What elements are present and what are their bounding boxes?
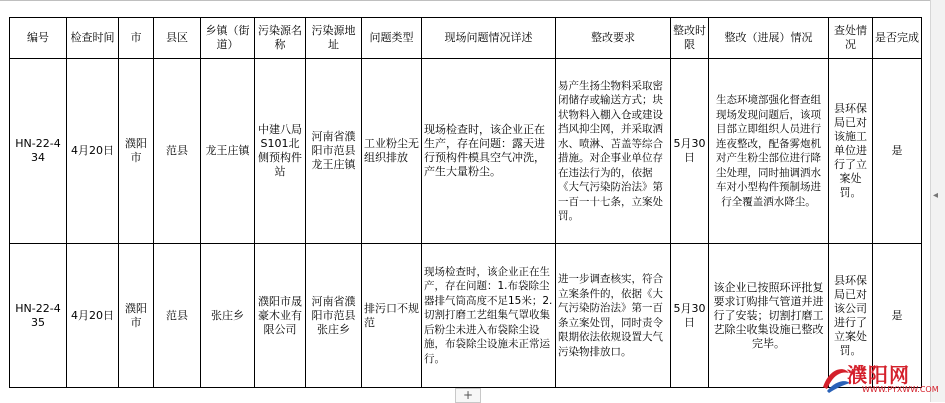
cell-date[interactable]: 4月20日 [67,59,119,244]
logo-url-text: WWW.PYXWW.COM [862,385,939,394]
cell-deadline[interactable]: 5月30日 [671,244,709,388]
add-sheet-button[interactable]: + [455,388,481,403]
table-row [10,59,922,244]
header-cell[interactable]: 是否完成 [873,18,922,59]
header-cell[interactable]: 检查时间 [67,18,119,59]
cell-punish[interactable]: 县环保局已对该施工单位进行了立案处罚。 [829,59,873,244]
header-cell[interactable]: 问题类型 [362,18,422,59]
cell-source[interactable]: 濮阳市晟豪木业有限公司 [255,244,306,388]
cell-progress[interactable]: 生态环境部强化督查组现场发现问题后，该项目部立即组织人员进行连夜整改，配备雾炮机对产生粉尘部位进行降尘处理，同时抽调洒水车对小型构件预制场进行全覆盖洒水降尘。 [709,59,829,244]
header-row [10,18,922,59]
cell-type[interactable]: 排污口不规范 [362,244,422,388]
cell-detail[interactable]: 现场检查时，该企业正在生产，存在问题：露天进行预构件模具空气冲洗，产生大量粉尘。 [422,59,556,244]
cell-id[interactable]: HN-22-435 [10,244,67,388]
cell-city[interactable]: 濮阳市 [119,244,154,388]
cell-id[interactable]: HN-22-434 [10,59,67,244]
cell-county[interactable]: 范县 [154,244,201,388]
cell-deadline[interactable]: 5月30日 [671,59,709,244]
vertical-scrollbar[interactable] [930,0,945,402]
cell-progress[interactable]: 该企业已按照环评批复要求订购排气管道并进行了安装；切割打磨工艺除尘收集设施已整改完毕。 [709,244,829,388]
header-cell[interactable]: 污染源名称 [255,18,306,59]
cell-requirement[interactable]: 进一步调查核实，符合立案条件的，依据《大气污染防治法》第一百条立案处罚，同时责令限期依法依规设置大气污染物排放口。 [556,244,671,388]
inspection-table [9,17,922,388]
cell-punish[interactable]: 县环保局已对该公司进行了立案处罚。 [829,244,873,388]
table-row [10,244,922,388]
cell-address[interactable]: 河南省濮阳市范县张庄乡 [306,244,362,388]
cell-county[interactable]: 范县 [154,59,201,244]
cell-done[interactable]: 是 [873,59,922,244]
header-cell[interactable]: 县区 [154,18,201,59]
header-cell[interactable]: 市 [119,18,154,59]
header-cell[interactable]: 整改（进展）情况 [709,18,829,59]
cell-town[interactable]: 龙王庄镇 [201,59,255,244]
cell-detail[interactable]: 现场检查时，该企业正在生产，存在问题：1.布袋除尘器排气筒高度不足15米；2.切割打磨工艺组集气罩收集后粉尘未进入布袋除尘设施，布袋除尘设施未正常运行。 [422,244,556,388]
scroll-handle-icon[interactable]: ◂ [933,190,939,201]
top-border [0,0,945,1]
watermark-logo [817,357,945,402]
header-cell[interactable]: 查处情况 [829,18,873,59]
header-cell[interactable]: 整改要求 [556,18,671,59]
header-cell[interactable]: 乡镇（街道） [201,18,255,59]
cell-type[interactable]: 工业粉尘无组织排放 [362,59,422,244]
cell-source[interactable]: 中建八局S101北侧预构件站 [255,59,306,244]
logo-brand-text: 濮阳网 [847,363,910,387]
cell-date[interactable]: 4月20日 [67,244,119,388]
cell-done[interactable]: 是 [873,244,922,388]
header-cell[interactable]: 整改时限 [671,18,709,59]
cell-town[interactable]: 张庄乡 [201,244,255,388]
header-cell[interactable]: 污染源地址 [306,18,362,59]
cell-address[interactable]: 河南省濮阳市范县龙王庄镇 [306,59,362,244]
cell-city[interactable]: 濮阳市 [119,59,154,244]
cell-requirement[interactable]: 易产生扬尘物料采取密闭储存或输送方式；块状物料入棚入仓或建设挡风抑尘网，并采取洒水、喷淋、苫盖等综合措施。对企事业单位存在违法行为的，依据《大气污染防治法》第一百一十七条，立案处罚。 [556,59,671,244]
header-cell[interactable]: 现场问题情况详述 [422,18,556,59]
header-cell[interactable]: 编号 [10,18,67,59]
